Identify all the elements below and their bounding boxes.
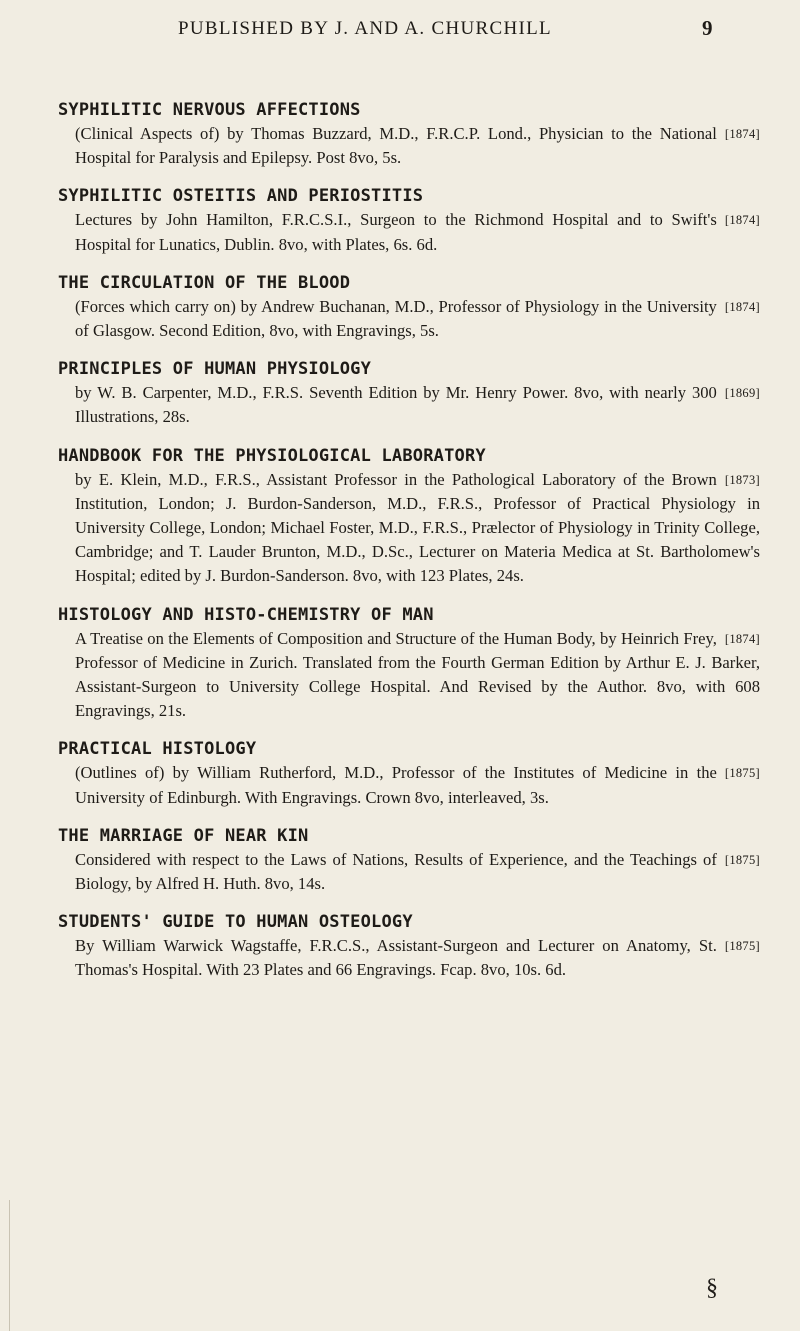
entry-year: [1874] bbox=[724, 299, 760, 314]
entry-description bbox=[75, 381, 760, 429]
entry-text: by W. B. Carpenter, M.D., F.R.S. Seventh Edition by Mr. Henry Power. 8vo, with nearly 300 Illustrations, 28s. bbox=[75, 383, 717, 427]
entry-text: by E. Klein, M.D., F.R.S., Assistant Professor in the Pathological Laboratory of the Brown Institution, London; J. Burdon-Sanderson, M.D., F.R.S., Professor of Practical Physiology in University College, London; Michael Foster, M.D., F.R.S., Prælector of Physiology in Trinity College, Cambridge; and T. Lauder Brunton, M.D., D.Sc., Lecturer on Materia Medica at St. Bartholomew's Hospital; edited by J. Burdon-Sanderson. 8vo, with 123 Plates, 24s. bbox=[75, 469, 760, 586]
catalogue-entry bbox=[52, 910, 760, 982]
page-edge-divider bbox=[9, 1200, 10, 1331]
entry-text: Lectures by John Hamilton, F.R.C.S.I., Surgeon to the Richmond Hospital and to Swift's Hospital for Lunatics, Dublin. 8vo, with Plates, 6s. 6d. bbox=[75, 210, 717, 254]
entry-year: [1873] bbox=[724, 472, 760, 487]
entry-year: [1869] bbox=[724, 386, 760, 401]
catalogue-entries bbox=[52, 98, 760, 997]
page-number: 9 bbox=[702, 16, 713, 40]
entry-title: THE MARRIAGE OF NEAR KIN bbox=[58, 825, 309, 846]
catalogue-entry bbox=[52, 184, 760, 256]
entry-year: [1875] bbox=[724, 766, 760, 781]
entry-text: (Outlines of) by William Rutherford, M.D., Professor of the Institutes of Medicine in the University of Edinburgh. With Engravings. Crown 8vo, interleaved, 3s. bbox=[75, 763, 717, 807]
entry-text: Considered with respect to the Laws of Nations, Results of Experience, and the Teachings of Biology, by Alfred H. Huth. 8vo, 14s. bbox=[75, 849, 717, 894]
entry-description bbox=[75, 468, 760, 589]
running-title: PUBLISHED BY J. AND A. CHURCHILL bbox=[178, 18, 552, 39]
entry-title: HISTOLOGY AND HISTO-CHEMISTRY OF MAN bbox=[58, 604, 434, 625]
catalogue-entry bbox=[52, 357, 760, 429]
entry-year: [1874] bbox=[724, 127, 760, 141]
entry-title: SYPHILITIC NERVOUS AFFECTIONS bbox=[58, 100, 361, 120]
signature-mark: § bbox=[706, 1275, 718, 1301]
catalogue-entry bbox=[52, 824, 760, 896]
entry-description bbox=[75, 208, 760, 256]
entry-title: PRINCIPLES OF HUMAN PHYSIOLOGY bbox=[58, 359, 372, 380]
running-head bbox=[0, 16, 800, 46]
entry-year: [1875] bbox=[724, 939, 760, 954]
catalogue-entry bbox=[52, 737, 760, 809]
entry-text: (Forces which carry on) by Andrew Buchanan, M.D., Professor of Physiology in the University of Glasgow. Second Edition, 8vo, with Engravings, 5s. bbox=[75, 296, 717, 341]
catalogue-entry bbox=[52, 603, 760, 724]
catalogue-entry bbox=[52, 98, 760, 170]
entry-description bbox=[75, 627, 760, 724]
entry-text: A Treatise on the Elements of Composition and Structure of the Human Body, by Heinrich Frey, Professor of Medicine in Zurich. Translated from the Fourth German Edition by Arthur E. J. Barker, Assistant-Surgeon to University College Hospital. And Revised by the Author. 8vo, with 608 Engravings, 21s. bbox=[75, 628, 760, 721]
catalogue-entry bbox=[52, 271, 760, 343]
entry-title: STUDENTS' GUIDE TO HUMAN OSTEOLOGY bbox=[58, 912, 413, 933]
entry-text: By William Warwick Wagstaffe, F.R.C.S., Assistant-Surgeon and Lecturer on Anatomy, St. Thomas's Hospital. With 23 Plates and 66 Engravings. Fcap. 8vo, 10s. 6d. bbox=[75, 936, 717, 980]
entry-title: THE CIRCULATION OF THE BLOOD bbox=[58, 272, 351, 293]
entry-title: SYPHILITIC OSTEITIS AND PERIOSTITIS bbox=[58, 186, 424, 207]
entry-description bbox=[75, 848, 760, 896]
entry-title: HANDBOOK FOR THE PHYSIOLOGICAL LABORATORY bbox=[58, 445, 486, 466]
entry-title: PRACTICAL HISTOLOGY bbox=[58, 739, 257, 760]
entry-description bbox=[75, 934, 760, 982]
entry-text: (Clinical Aspects of) by Thomas Buzzard, M.D., F.R.C.P. Lond., Physician to the National Hospital for Paralysis and Epilepsy. Post 8vo, 5s. bbox=[75, 124, 717, 168]
entry-description bbox=[75, 761, 760, 809]
entry-description bbox=[75, 295, 760, 343]
entry-description bbox=[75, 122, 760, 170]
entry-year: [1874] bbox=[724, 631, 760, 646]
entry-year: [1874] bbox=[724, 213, 760, 228]
entry-year: [1875] bbox=[724, 852, 760, 867]
catalogue-entry bbox=[52, 444, 760, 589]
